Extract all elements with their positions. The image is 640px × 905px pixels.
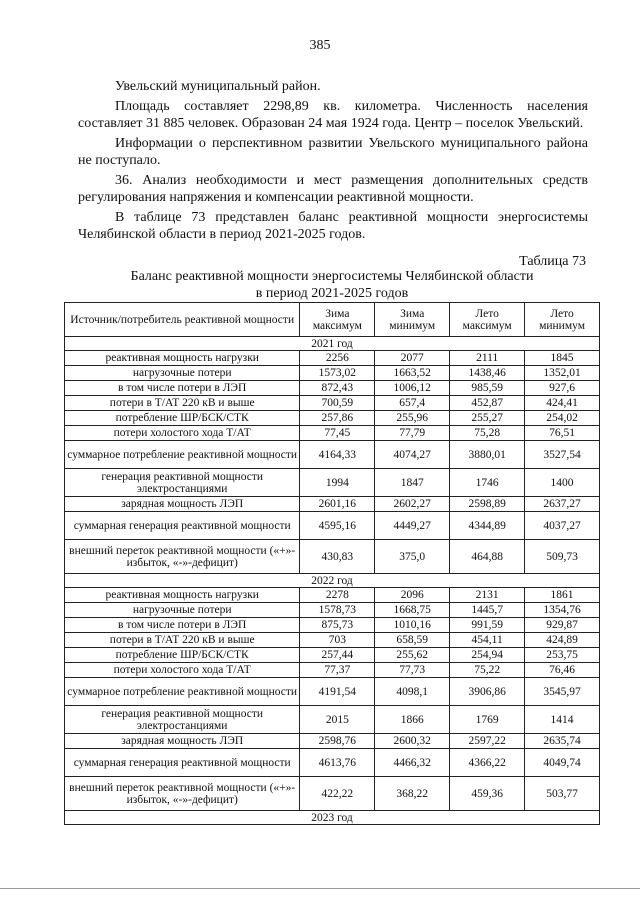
row-label-cell: суммарное потребление реактивной мощности	[65, 678, 300, 706]
table-row	[65, 396, 600, 411]
value-cell: 75,22	[450, 663, 525, 678]
value-cell: 2598,76	[300, 734, 375, 749]
table-row	[65, 512, 600, 540]
value-cell: 76,46	[525, 663, 600, 678]
value-cell: 424,41	[525, 396, 600, 411]
value-cell: 1400	[525, 469, 600, 497]
value-cell: 1573,02	[300, 366, 375, 381]
value-cell: 3545,97	[525, 678, 600, 706]
paragraph-no-info: Информации о перспективном развитии Увельского муниципального района не поступало.	[78, 136, 588, 168]
row-label-cell: потребление ШР/БСК/СТК	[65, 411, 300, 426]
header-summer-min: Лето минимум	[525, 303, 600, 337]
value-cell: 4191,54	[300, 678, 375, 706]
value-cell: 2598,89	[450, 497, 525, 512]
value-cell: 76,51	[525, 426, 600, 441]
table-row	[65, 633, 600, 648]
table-row	[65, 351, 600, 366]
value-cell: 1866	[375, 706, 450, 734]
table-row	[65, 777, 600, 811]
value-cell: 1445,7	[450, 603, 525, 618]
table-row	[65, 663, 600, 678]
value-cell: 4613,76	[300, 749, 375, 777]
value-cell: 1414	[525, 706, 600, 734]
value-cell: 253,75	[525, 648, 600, 663]
value-cell: 1354,76	[525, 603, 600, 618]
table-row	[65, 381, 600, 396]
value-cell: 77,73	[375, 663, 450, 678]
value-cell: 509,73	[525, 540, 600, 574]
table-row	[65, 497, 600, 512]
value-cell: 2637,27	[525, 497, 600, 512]
row-label-cell: потребление ШР/БСК/СТК	[65, 648, 300, 663]
row-label-cell: суммарная генерация реактивной мощности	[65, 749, 300, 777]
table-row	[65, 749, 600, 777]
row-label-cell: генерация реактивной мощности электростанциями	[65, 706, 300, 734]
value-cell: 2015	[300, 706, 375, 734]
table-title	[64, 268, 600, 302]
row-label-cell: в том числе потери в ЛЭП	[65, 381, 300, 396]
value-cell: 2131	[450, 588, 525, 603]
value-cell: 254,02	[525, 411, 600, 426]
value-cell: 1438,46	[450, 366, 525, 381]
page-bottom-rule	[0, 888, 640, 889]
value-cell: 77,37	[300, 663, 375, 678]
value-cell: 255,96	[375, 411, 450, 426]
value-cell: 4037,27	[525, 512, 600, 540]
value-cell: 503,77	[525, 777, 600, 811]
value-cell: 2601,16	[300, 497, 375, 512]
value-cell: 77,45	[300, 426, 375, 441]
header-summer-max: Лето максимум	[450, 303, 525, 337]
table-row	[65, 588, 600, 603]
row-label-cell: реактивная мощность нагрузки	[65, 351, 300, 366]
value-cell: 1010,16	[375, 618, 450, 633]
value-cell: 255,27	[450, 411, 525, 426]
table-row	[65, 618, 600, 633]
table-row	[65, 426, 600, 441]
value-cell: 4074,27	[375, 441, 450, 469]
value-cell: 375,0	[375, 540, 450, 574]
row-label-cell: потери холостого хода Т/АТ	[65, 663, 300, 678]
value-cell: 2256	[300, 351, 375, 366]
value-cell: 464,88	[450, 540, 525, 574]
value-cell: 4449,27	[375, 512, 450, 540]
value-cell: 452,87	[450, 396, 525, 411]
row-label-cell: суммарное потребление реактивной мощности	[65, 441, 300, 469]
body-text	[78, 78, 588, 246]
value-cell: 2602,27	[375, 497, 450, 512]
value-cell: 985,59	[450, 381, 525, 396]
value-cell: 657,4	[375, 396, 450, 411]
value-cell: 4366,22	[450, 749, 525, 777]
table-row	[65, 706, 600, 734]
value-cell: 2111	[450, 351, 525, 366]
table-row	[65, 441, 600, 469]
value-cell: 75,28	[450, 426, 525, 441]
value-cell: 927,6	[525, 381, 600, 396]
value-cell: 1847	[375, 469, 450, 497]
value-cell: 4164,33	[300, 441, 375, 469]
value-cell: 1746	[450, 469, 525, 497]
value-cell: 255,62	[375, 648, 450, 663]
value-cell: 1006,12	[375, 381, 450, 396]
balance-table-container	[64, 302, 600, 825]
table-title-line-1: Баланс реактивной мощности энергосистемы Челябинской области	[130, 269, 534, 284]
value-cell: 875,73	[300, 618, 375, 633]
value-cell: 2077	[375, 351, 450, 366]
table-row	[65, 411, 600, 426]
value-cell: 459,36	[450, 777, 525, 811]
page-number: 385	[309, 38, 331, 53]
year-label: 2021 год	[65, 337, 600, 351]
row-label-cell: внешний переток реактивной мощности («+»-избыток, «-»-дефицит)	[65, 540, 300, 574]
value-cell: 929,87	[525, 618, 600, 633]
value-cell: 257,86	[300, 411, 375, 426]
row-label-cell: нагрузочные потери	[65, 366, 300, 381]
value-cell: 658,59	[375, 633, 450, 648]
paragraph-section-36: 36. Анализ необходимости и мест размещения дополнительных средств регулирования напряжения и компенсации реактивной мощности.	[78, 173, 588, 205]
value-cell: 4098,1	[375, 678, 450, 706]
table-label: Таблица 73	[519, 254, 586, 269]
year-row	[65, 337, 600, 351]
value-cell: 991,59	[450, 618, 525, 633]
value-cell: 1994	[300, 469, 375, 497]
paragraph-district: Увельский муниципальный район.	[115, 79, 321, 94]
header-source: Источник/потребитель реактивной мощности	[65, 303, 300, 337]
table-row	[65, 469, 600, 497]
year-row	[65, 811, 600, 825]
value-cell: 1352,01	[525, 366, 600, 381]
value-cell: 1668,75	[375, 603, 450, 618]
value-cell: 4595,16	[300, 512, 375, 540]
value-cell: 4344,89	[450, 512, 525, 540]
value-cell: 77,79	[375, 426, 450, 441]
value-cell: 2278	[300, 588, 375, 603]
table-row	[65, 648, 600, 663]
row-label-cell: потери в Т/АТ 220 кВ и выше	[65, 396, 300, 411]
year-row	[65, 574, 600, 588]
header-winter-min: Зима минимум	[375, 303, 450, 337]
row-label-cell: потери в Т/АТ 220 кВ и выше	[65, 633, 300, 648]
value-cell: 4049,74	[525, 749, 600, 777]
value-cell: 254,94	[450, 648, 525, 663]
year-label: 2023 год	[65, 811, 600, 825]
row-label-cell: зарядная мощность ЛЭП	[65, 734, 300, 749]
table-row	[65, 603, 600, 618]
value-cell: 1845	[525, 351, 600, 366]
value-cell: 430,83	[300, 540, 375, 574]
value-cell: 3880,01	[450, 441, 525, 469]
table-row	[65, 678, 600, 706]
value-cell: 2597,22	[450, 734, 525, 749]
row-label-cell: нагрузочные потери	[65, 603, 300, 618]
value-cell: 257,44	[300, 648, 375, 663]
value-cell: 872,43	[300, 381, 375, 396]
table-body	[65, 337, 600, 825]
row-label-cell: реактивная мощность нагрузки	[65, 588, 300, 603]
value-cell: 1861	[525, 588, 600, 603]
value-cell: 3527,54	[525, 441, 600, 469]
table-title-line-2: в период 2021-2025 годов	[255, 286, 409, 301]
value-cell: 1663,52	[375, 366, 450, 381]
table-row	[65, 540, 600, 574]
row-label-cell: генерация реактивной мощности электростанциями	[65, 469, 300, 497]
value-cell: 3906,86	[450, 678, 525, 706]
value-cell: 2600,32	[375, 734, 450, 749]
value-cell: 703	[300, 633, 375, 648]
table-header-row	[65, 303, 600, 337]
year-label: 2022 год	[65, 574, 600, 588]
paragraph-area: Площадь составляет 2298,89 кв. километра. Численность населения составляет 31 885 человек. Образован 24 мая 1924 года. Центр – поселок Увельский.	[78, 99, 588, 131]
value-cell: 2635,74	[525, 734, 600, 749]
value-cell: 700,59	[300, 396, 375, 411]
row-label-cell: потери холостого хода Т/АТ	[65, 426, 300, 441]
value-cell: 1578,73	[300, 603, 375, 618]
table-row	[65, 366, 600, 381]
value-cell: 422,22	[300, 777, 375, 811]
value-cell: 424,89	[525, 633, 600, 648]
paragraph-table-intro: В таблице 73 представлен баланс реактивной мощности энергосистемы Челябинской области в период 2021-2025 годов.	[78, 210, 588, 242]
value-cell: 1769	[450, 706, 525, 734]
reactive-power-balance-table	[64, 302, 600, 825]
row-label-cell: в том числе потери в ЛЭП	[65, 618, 300, 633]
value-cell: 2096	[375, 588, 450, 603]
value-cell: 368,22	[375, 777, 450, 811]
header-winter-max: Зима максимум	[300, 303, 375, 337]
value-cell: 454,11	[450, 633, 525, 648]
row-label-cell: суммарная генерация реактивной мощности	[65, 512, 300, 540]
table-row	[65, 734, 600, 749]
row-label-cell: внешний переток реактивной мощности («+»-избыток, «-»-дефицит)	[65, 777, 300, 811]
value-cell: 4466,32	[375, 749, 450, 777]
row-label-cell: зарядная мощность ЛЭП	[65, 497, 300, 512]
